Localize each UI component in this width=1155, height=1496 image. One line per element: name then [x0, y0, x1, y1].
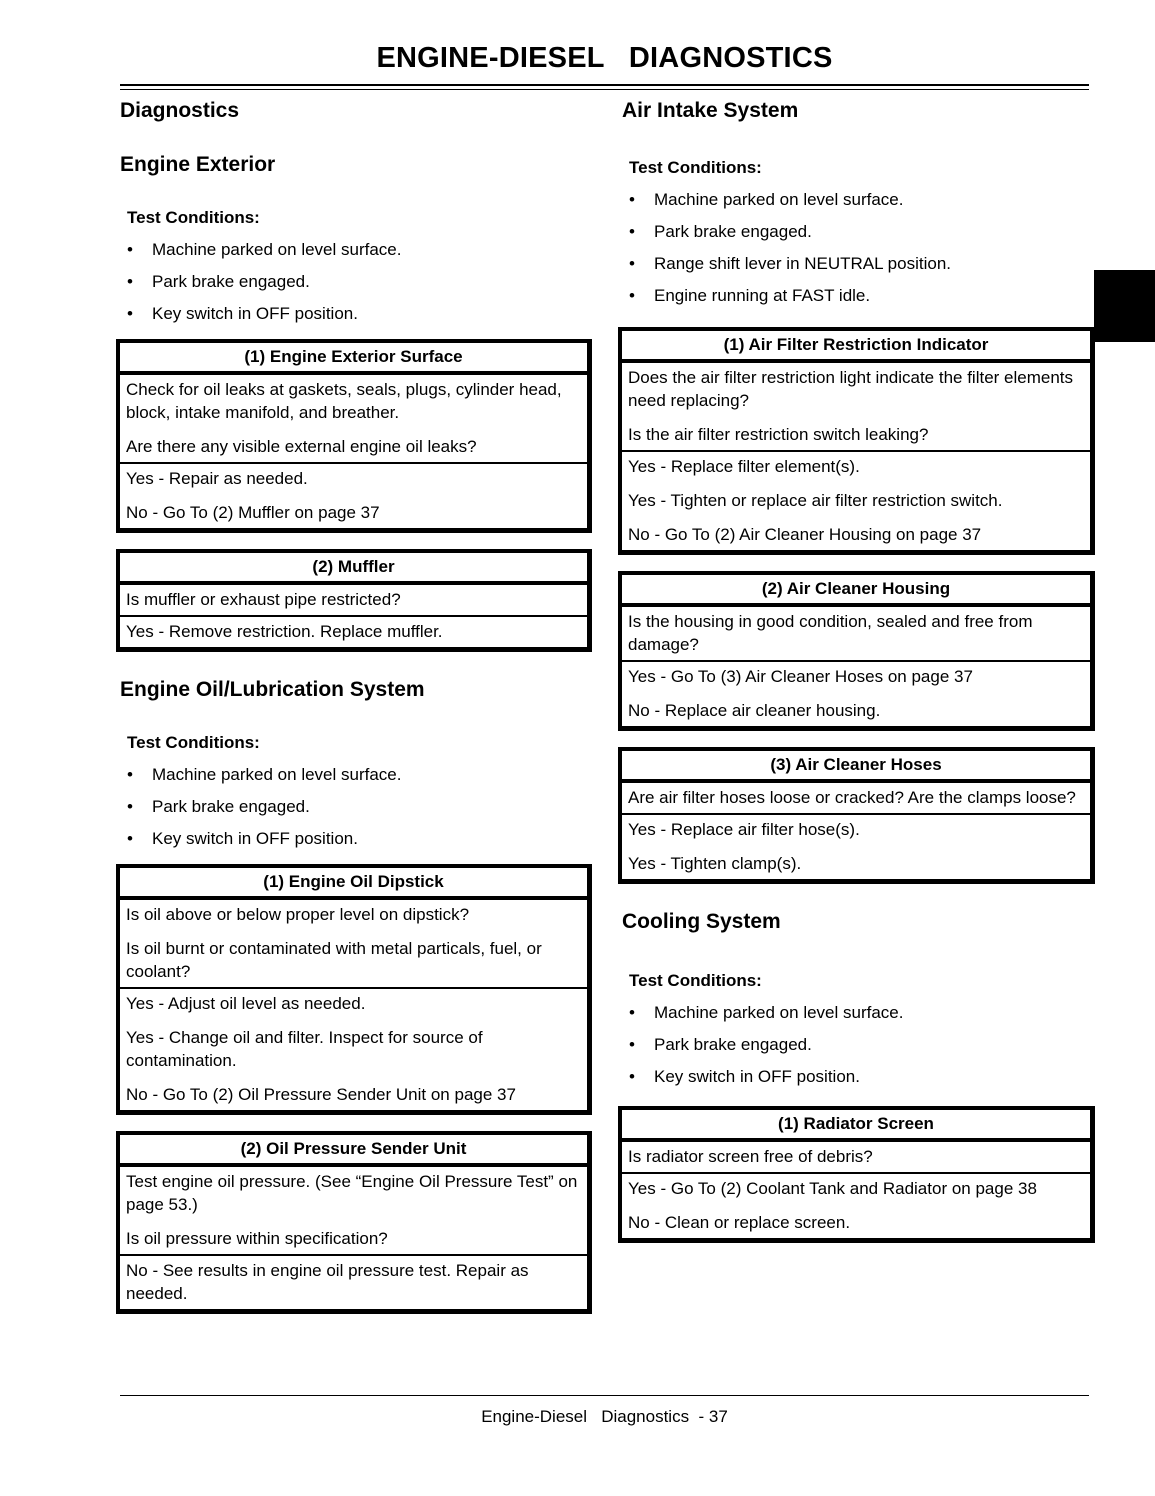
page-footer: Engine-Diesel Diagnostics - 37: [481, 1407, 728, 1426]
box-title: (1) Radiator Screen: [622, 1110, 1090, 1140]
question-text: Is oil burnt or contaminated with metal particals, fuel, or coolant?: [126, 939, 542, 981]
condition-item: • Key switch in OFF position.: [116, 828, 592, 850]
test-conditions-label: Test Conditions:: [629, 158, 762, 177]
question-text: Test engine oil pressure. (See “Engine Oil Pressure Test” on page 53.): [126, 1172, 578, 1214]
answer-text: Yes - Remove restriction. Replace muffler.: [126, 622, 443, 641]
answer-text: No - Replace air cleaner housing.: [628, 701, 881, 720]
condition-item: • Key switch in OFF position.: [618, 1066, 1095, 1088]
answer-group: [622, 1172, 1090, 1238]
answer-text: Yes - Replace filter element(s).: [628, 457, 860, 476]
question-text: Does the air filter restriction light indicate the filter elements need replacing?: [628, 368, 1074, 410]
answer-text: Yes - Repair as needed.: [126, 469, 308, 488]
box-title: (1) Air Filter Restriction Indicator: [622, 331, 1090, 361]
section-heading-engine-oil: Engine Oil/Lubrication System: [120, 678, 425, 701]
conditions-list: [116, 239, 592, 325]
condition-item: • Machine parked on level surface.: [618, 1002, 1095, 1024]
question-group: [622, 361, 1090, 450]
title-rule: [120, 84, 1089, 86]
answer-text: Yes - Tighten or replace air filter restriction switch.: [628, 491, 1003, 510]
question-text: Are air filter hoses loose or cracked? Are the clamps loose?: [628, 788, 1076, 807]
answer-text: Yes - Tighten clamp(s).: [628, 854, 802, 873]
condition-item: • Park brake engaged.: [618, 1034, 1095, 1056]
diagnostic-box-air-filter-restriction: [618, 327, 1095, 555]
box-title: (3) Air Cleaner Hoses: [622, 751, 1090, 781]
condition-item: • Machine parked on level surface.: [116, 764, 592, 786]
condition-item: • Park brake engaged.: [116, 271, 592, 293]
answer-group: [622, 660, 1090, 726]
answer-text: No - Go To (2) Oil Pressure Sender Unit on page 37: [126, 1085, 516, 1104]
condition-item: • Park brake engaged.: [116, 796, 592, 818]
box-title: (1) Engine Oil Dipstick: [120, 868, 587, 898]
question-group: [120, 1165, 587, 1254]
question-text: Is oil pressure within specification?: [126, 1229, 388, 1248]
answer-text: Yes - Go To (3) Air Cleaner Hoses on page 37: [628, 667, 973, 686]
diagnostic-box-oil-pressure-sender: [116, 1131, 592, 1314]
box-title: (2) Air Cleaner Housing: [622, 575, 1090, 605]
question-group: [622, 781, 1090, 813]
section-heading-engine-exterior: Engine Exterior: [120, 153, 276, 176]
answer-text: No - Clean or replace screen.: [628, 1213, 851, 1232]
title-rule-thin: [120, 89, 1089, 90]
conditions-list: [618, 1002, 1095, 1088]
question-text: Is oil above or below proper level on dipstick?: [126, 905, 470, 924]
diagnostic-box-muffler: [116, 549, 592, 652]
answer-text: No - Go To (2) Air Cleaner Housing on page 37: [628, 525, 982, 544]
page-title: ENGINE-DIESEL DIAGNOSTICS: [376, 42, 833, 74]
condition-item: • Key switch in OFF position.: [116, 303, 592, 325]
answer-group: [120, 987, 587, 1110]
answer-group: [622, 813, 1090, 879]
question-text: Check for oil leaks at gaskets, seals, plugs, cylinder head, block, intake manifold, and breather.: [126, 380, 562, 422]
section-heading-cooling-system: Cooling System: [622, 910, 781, 933]
conditions-list: [116, 764, 592, 850]
diagnostic-box-engine-oil-dipstick: [116, 864, 592, 1115]
condition-item: • Machine parked on level surface.: [618, 189, 1095, 211]
answer-group: [120, 462, 587, 528]
answer-text: Yes - Adjust oil level as needed.: [126, 994, 366, 1013]
test-conditions-label: Test Conditions:: [127, 208, 260, 227]
test-conditions-label: Test Conditions:: [629, 971, 762, 990]
answer-group: [120, 615, 587, 647]
answer-group: [120, 1254, 587, 1309]
question-group: [120, 373, 587, 462]
box-title: (2) Muffler: [120, 553, 587, 583]
answer-text: Yes - Go To (2) Coolant Tank and Radiator on page 38: [628, 1179, 1037, 1198]
diagnostic-box-radiator-screen: [618, 1106, 1095, 1243]
diagnostic-box-air-cleaner-hoses: [618, 747, 1095, 884]
answer-text: No - Go To (2) Muffler on page 37: [126, 503, 380, 522]
question-group: [120, 898, 587, 987]
conditions-list: [618, 189, 1095, 307]
question-text: Is the air filter restriction switch leaking?: [628, 425, 929, 444]
question-group: [622, 1140, 1090, 1172]
condition-item: • Park brake engaged.: [618, 221, 1095, 243]
right-column: [618, 97, 1095, 1243]
box-title: (1) Engine Exterior Surface: [120, 343, 587, 373]
test-conditions-label: Test Conditions:: [127, 733, 260, 752]
question-text: Is the housing in good condition, sealed and free from damage?: [628, 612, 1033, 654]
question-text: Are there any visible external engine oil leaks?: [126, 437, 477, 456]
left-column: [116, 97, 592, 1314]
answer-text: Yes - Replace air filter hose(s).: [628, 820, 860, 839]
diagnostic-box-air-cleaner-housing: [618, 571, 1095, 731]
question-text: Is radiator screen free of debris?: [628, 1147, 873, 1166]
answer-text: Yes - Change oil and filter. Inspect for source of contamination.: [126, 1028, 483, 1070]
main-heading: Diagnostics: [120, 99, 240, 122]
section-heading-air-intake: Air Intake System: [622, 99, 799, 122]
answer-group: [622, 450, 1090, 550]
box-title: (2) Oil Pressure Sender Unit: [120, 1135, 587, 1165]
diagnostic-box-engine-exterior-surface: [116, 339, 592, 533]
question-text: Is muffler or exhaust pipe restricted?: [126, 590, 401, 609]
section-tab-marker: [1094, 270, 1155, 342]
footer-rule: [120, 1395, 1089, 1396]
question-group: [622, 605, 1090, 660]
question-group: [120, 583, 587, 615]
answer-text: No - See results in engine oil pressure test. Repair as needed.: [126, 1261, 529, 1303]
condition-item: • Range shift lever in NEUTRAL position.: [618, 253, 1095, 275]
condition-item: • Machine parked on level surface.: [116, 239, 592, 261]
condition-item: • Engine running at FAST idle.: [618, 285, 1095, 307]
